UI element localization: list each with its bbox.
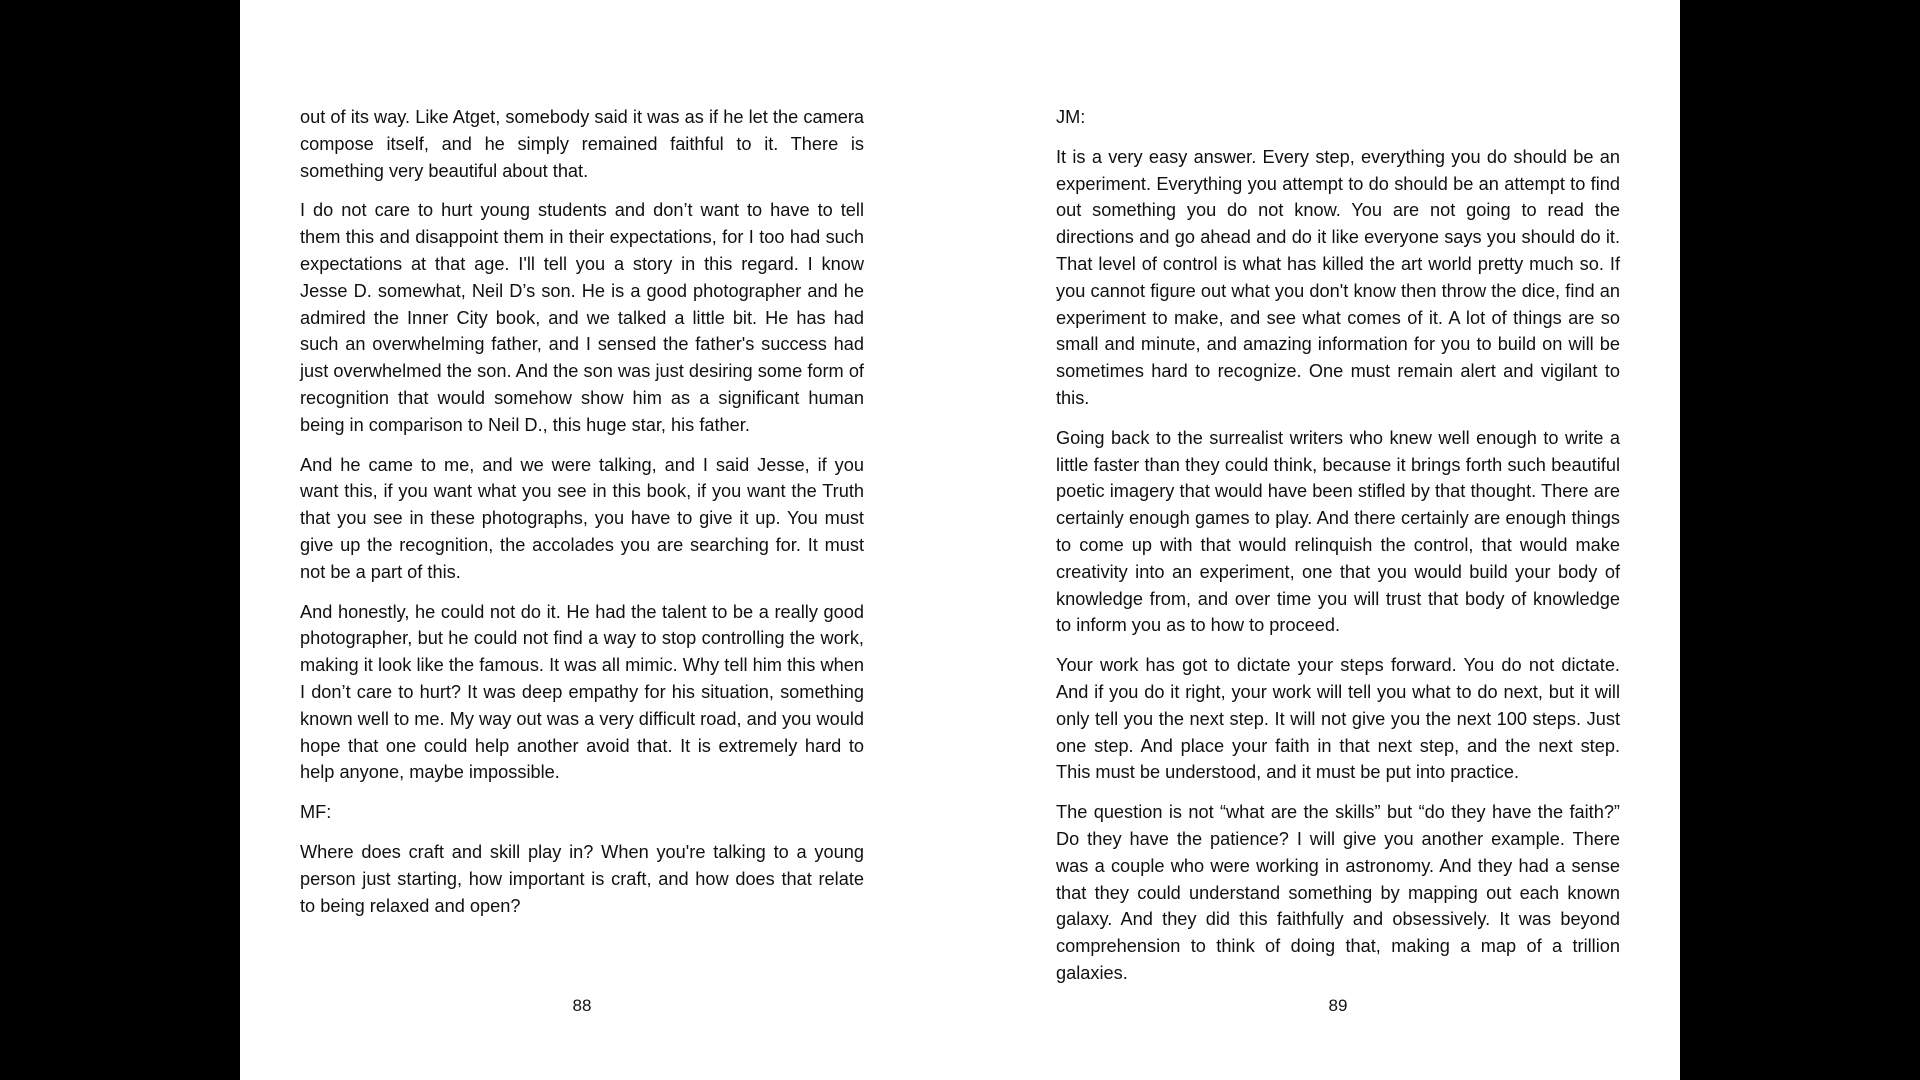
right-paragraph-4: The question is not “what are the skills” but “do they have the faith?” Do they have the patience? I will give you another example. There was a couple who were working in astronomy. And they had a sense that they could understand something by mapping out each known galaxy. And they did this faithfully and obsessively. It was beyond comprehension to think of doing that, making a map of a trillion galaxies. (1056, 802, 1620, 983)
right-paragraph-3: Your work has got to dictate your steps forward. You do not dictate. And if you do it right, your work will tell you what to do next, but it will only tell you the next step. It will not give you the next 100 steps. Just one step. And place your faith in that next step, and the next step. This must be understood, and it must be put into practice. (1056, 655, 1620, 783)
right-paragraph-2: Going back to the surrealist writers who knew well enough to write a little faster than they could think, because it brings forth such beautiful poetic imagery that would have been stifled by that thought. There are certainly enough games to play. And there certainly are enough things to come up with that would relinquish the control, that would make creativity into an experiment, one that you would build your body of knowledge from, and over time you will trust that body of knowledge to inform you as to how to proceed. (1056, 427, 1620, 636)
right-paragraph-1: It is a very easy answer. Every step, everything you do should be an experiment. Everything you attempt to do should be an attempt to find out something you do not know. You are not going to read the directions and go ahead and do it like everyone says you should do it. That level of control is what has killed the art world pretty much so. If you cannot figure out what you don't know then throw the dice, find an experiment to make, and see what comes of it. A lot of things are so small and minute, and amazing information for you to build on will be sometimes hard to recognize. One must remain alert and vigilant to this. (1056, 146, 1620, 408)
left-page-number: 88 (572, 996, 592, 1015)
book-spread (240, 0, 1680, 1080)
speaker-label-mf: MF: (300, 802, 332, 823)
left-paragraph-5: Where does craft and skill play in? When you're talking to a young person just starting, how important is craft, and how does that relate to being relaxed and open? (300, 841, 864, 916)
right-page-number: 89 (1328, 996, 1348, 1015)
left-page (300, 104, 864, 932)
left-paragraph-1: out of its way. Like Atget, somebody said it was as if he let the camera compose itself, and he simply remained faithful to it. There is something very beautiful about that. (300, 107, 864, 181)
speaker-label-jm: JM: (1056, 107, 1086, 127)
right-page (1056, 104, 1620, 1000)
left-paragraph-2: I do not care to hurt young students and don’t want to have to tell them this and disappoint them in their expectations, for I too had such expectations at that age. I'll tell you a story in this regard. I know Jesse D. somewhat, Neil D’s son. He is a good photographer and he admired the Inner City book, and we talked a little bit. He has had such an overwhelming father, and I sensed the father's success had just overwhelmed the son. And the son was just desiring some form of recognition that would somehow show him as a significant human being in comparison to Neil D., this huge star, his father. (300, 200, 864, 435)
left-paragraph-4: And honestly, he could not do it. He had the talent to be a really good photographer, but he could not find a way to stop controlling the work, making it look like the famous. It was all mimic. Why tell him this when I don’t care to hurt? It was deep empathy for his situation, something known well to me. My way out was a very difficult road, and you would hope that one could help another avoid that. It is extremely hard to help anyone, maybe impossible. (300, 601, 864, 783)
left-paragraph-3: And he came to me, and we were talking, and I said Jesse, if you want this, if you want what you see in this book, if you want the Truth that you see in these photographs, you have to give it up. You must give up the recognition, the accolades you are searching for. It must not be a part of this. (300, 454, 864, 582)
